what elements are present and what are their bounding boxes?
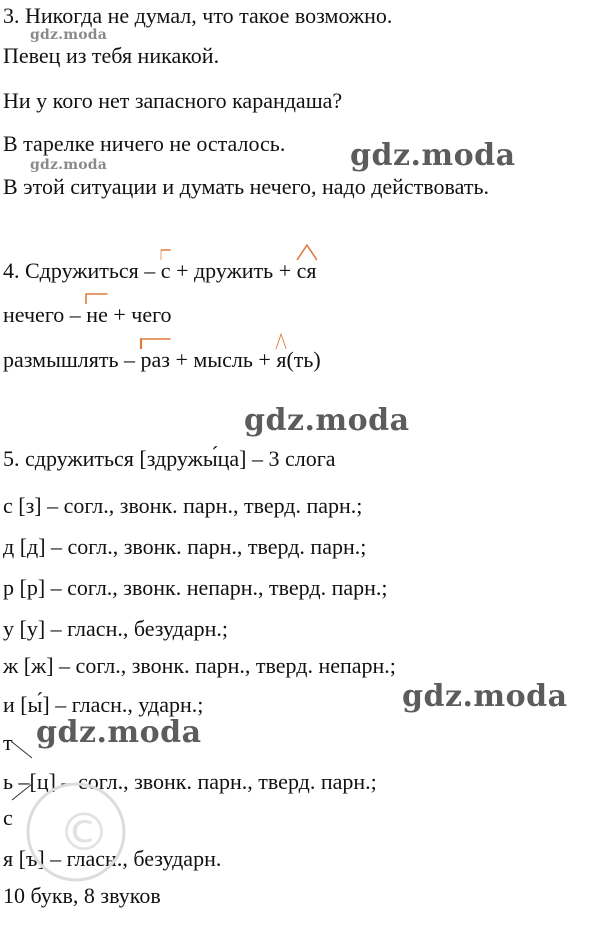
watermark: gdz.moda <box>30 157 108 173</box>
morpheme-row-1 <box>3 258 317 284</box>
root-part: + чего <box>107 302 172 327</box>
phonetic-title: 5. сдружиться [здружы́ца] – 3 слога <box>3 446 336 471</box>
sentence-1: 3. Никогда не думал, что такое возможно. <box>3 3 393 28</box>
morpheme-row-3 <box>3 347 321 373</box>
watermark: gdz.moda <box>244 403 410 438</box>
phonetic-line: я [ъ] – гласн., безударн. <box>3 846 222 871</box>
ending-mark-icon <box>276 333 286 349</box>
morpheme-row-2 <box>3 302 172 328</box>
prefix-morpheme: с <box>161 258 171 284</box>
svg-text:©: © <box>58 803 110 863</box>
watermark: gdz.moda <box>30 27 108 43</box>
root-part: + дружить + <box>170 258 297 283</box>
suffix-mark-icon <box>297 244 317 260</box>
phonetic-line: и [ы́] – гласн., ударн.; <box>3 692 204 717</box>
phonetic-line: р [р] – согл., звонк. непарн., тверд. парн.; <box>3 575 388 600</box>
root-part: + мысль + <box>170 347 277 372</box>
phonetic-line: ж [ж] – согл., звонк. парн., тверд. непарн.; <box>3 653 396 678</box>
phonetic-line: с [з] – согл., звонк. парн., тверд. парн.; <box>3 493 363 518</box>
watermark: gdz.moda <box>402 679 568 714</box>
prefix-mark-icon <box>141 337 170 351</box>
sentence-3: Ни у кого нет запасного карандаша? <box>3 88 343 113</box>
prefix-mark-icon <box>161 248 171 262</box>
phonetic-summary: 10 букв, 8 звуков <box>3 883 161 908</box>
sentence-5: В этой ситуации и думать нечего, надо действовать. <box>3 174 489 199</box>
watermark: gdz.moda <box>350 138 516 173</box>
morpheme-word: размышлять – <box>3 347 141 372</box>
ending-morpheme: я <box>276 347 286 373</box>
morpheme-word: 4. Сдружиться – <box>3 258 161 283</box>
phonetic-line: у [у] – гласн., безударн.; <box>3 616 228 641</box>
morpheme-word: нечего – <box>3 302 87 327</box>
root-part: (ть) <box>286 347 321 372</box>
suffix-morpheme: ся <box>297 258 317 284</box>
phonetic-line: т <box>3 730 13 755</box>
watermark: gdz.moda <box>36 715 202 750</box>
prefix-morpheme: не <box>86 302 108 328</box>
prefix-morpheme: раз <box>141 347 170 373</box>
phonetic-line: ь –[ц] – согл., звонк. парн., тверд. парн.; <box>3 769 377 794</box>
sentence-2: Певец из тебя никакой. <box>3 43 220 68</box>
phonetic-line: д [д] – согл., звонк. парн., тверд. парн.; <box>3 534 367 559</box>
prefix-mark-icon <box>86 292 108 306</box>
phonetic-line: с <box>3 805 13 830</box>
sentence-4: В тарелке ничего не осталось. <box>3 131 286 156</box>
